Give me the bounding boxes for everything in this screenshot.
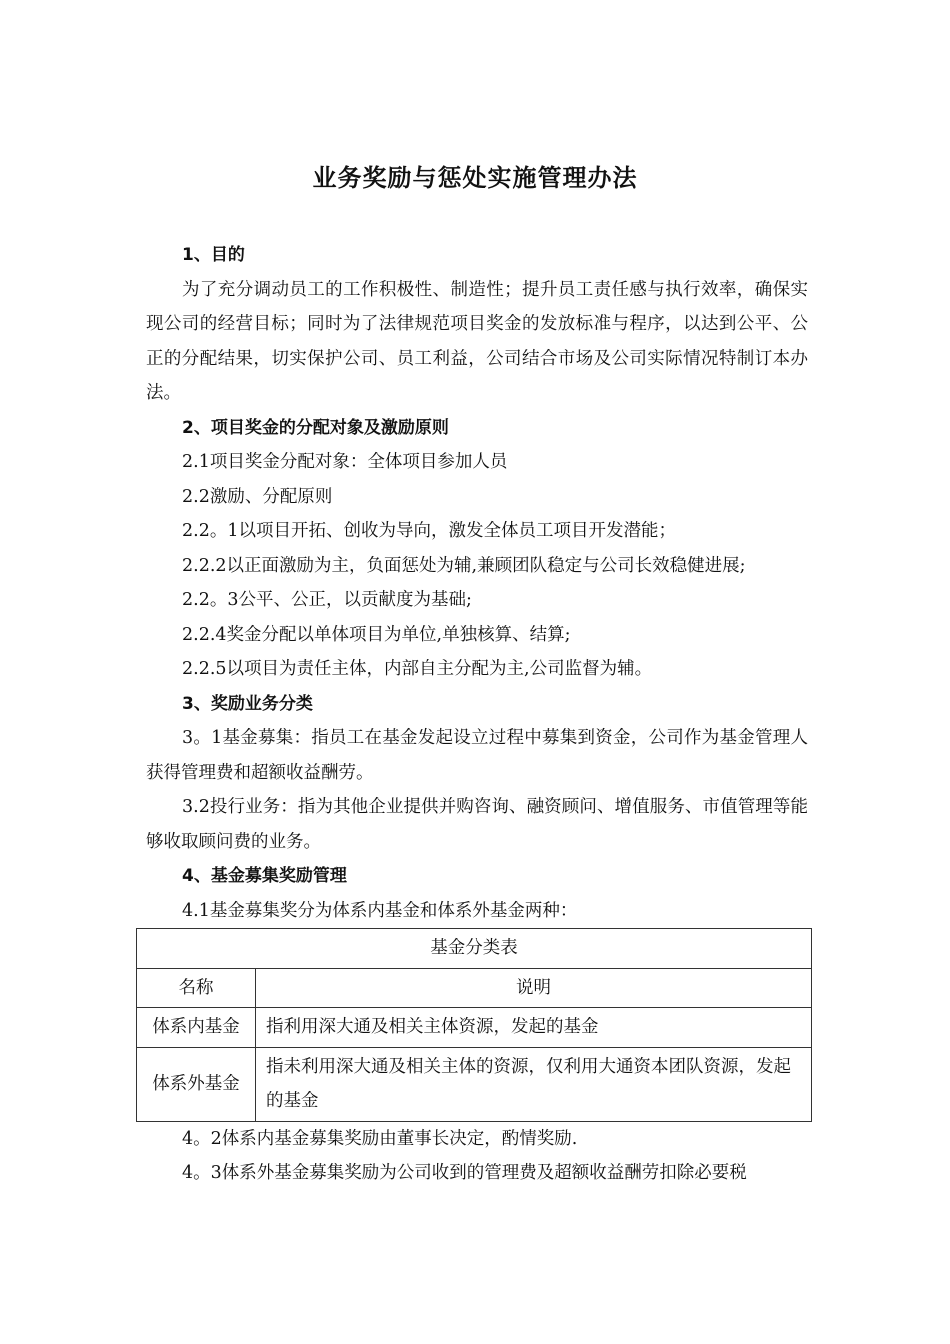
table-row [137, 1008, 812, 1048]
document-body [146, 238, 808, 1191]
table-cell-name: 体系外基金 [137, 1047, 256, 1121]
section-3-item: 3。1基金募集：指员工在基金发起设立过程中募集到资金，公司作为基金管理人获得管理费和超额收益酬劳。 [146, 728, 808, 783]
section-4-intro: 4.1基金募集奖分为体系内基金和体系外基金两种： [182, 900, 578, 921]
section-3-heading: 3、奖励业务分类 [182, 693, 313, 714]
fund-classification-table [136, 928, 812, 1122]
section-1-paragraph: 为了充分调动员工的工作积极性、制造性；提升员工责任感与执行效率，确保实现公司的经营目标；同时为了法律规范项目奖金的发放标准与程序，以达到公平、公正的分配结果，切实保护公司、员工利益，公司结合市场及公司实际情况特制订本办法。 [146, 279, 808, 403]
section-4-item: 4。3体系外基金募集奖励为公司收到的管理费及超额收益酬劳扣除必要税 [182, 1163, 747, 1183]
section-2-item: 2.1项目奖金分配对象：全体项目参加人员 [182, 452, 508, 472]
table-row [137, 1047, 812, 1121]
section-2-item: 2.2激励、分配原则 [182, 486, 333, 507]
section-2-item: 2.2.5以项目为责任主体，内部自主分配为主,公司监督为辅。 [182, 659, 653, 679]
column-header-name: 名称 [137, 968, 256, 1008]
section-4-heading: 4、基金募集奖励管理 [182, 866, 347, 886]
document-title: 业务奖励与惩处实施管理办法 [312, 164, 638, 192]
table-cell-desc: 指未利用深大通及相关主体的资源，仅利用大通资本团队资源，发起的基金 [256, 1047, 812, 1121]
section-1-heading: 1、目的 [182, 245, 245, 265]
section-2-item: 2.2。1以项目开拓、创收为导向，激发全体员工项目开发潜能； [182, 521, 676, 541]
column-header-desc: 说明 [256, 968, 812, 1008]
table-caption: 基金分类表 [137, 929, 812, 969]
section-2-item: 2.2。3公平、公正，以贡献度为基础; [182, 590, 472, 610]
table-cell-desc: 指利用深大通及相关主体资源，发起的基金 [256, 1008, 812, 1048]
section-4-item: 4。2体系内基金募集奖励由董事长决定，酌情奖励. [182, 1128, 578, 1149]
table-cell-name: 体系内基金 [137, 1008, 256, 1048]
section-2-heading: 2、项目奖金的分配对象及激励原则 [182, 417, 449, 438]
section-2-item: 2.2.2以正面激励为主，负面惩处为辅,兼顾团队稳定与公司长效稳健进展; [182, 555, 746, 576]
table-header-row [137, 968, 812, 1008]
table-caption-row [137, 929, 812, 969]
section-2-item: 2.2.4奖金分配以单体项目为单位,单独核算、结算; [182, 624, 571, 645]
section-3-item: 3.2投行业务：指为其他企业提供并购咨询、融资顾问、增值服务、市值管理等能够收取顾问费的业务。 [146, 797, 808, 852]
